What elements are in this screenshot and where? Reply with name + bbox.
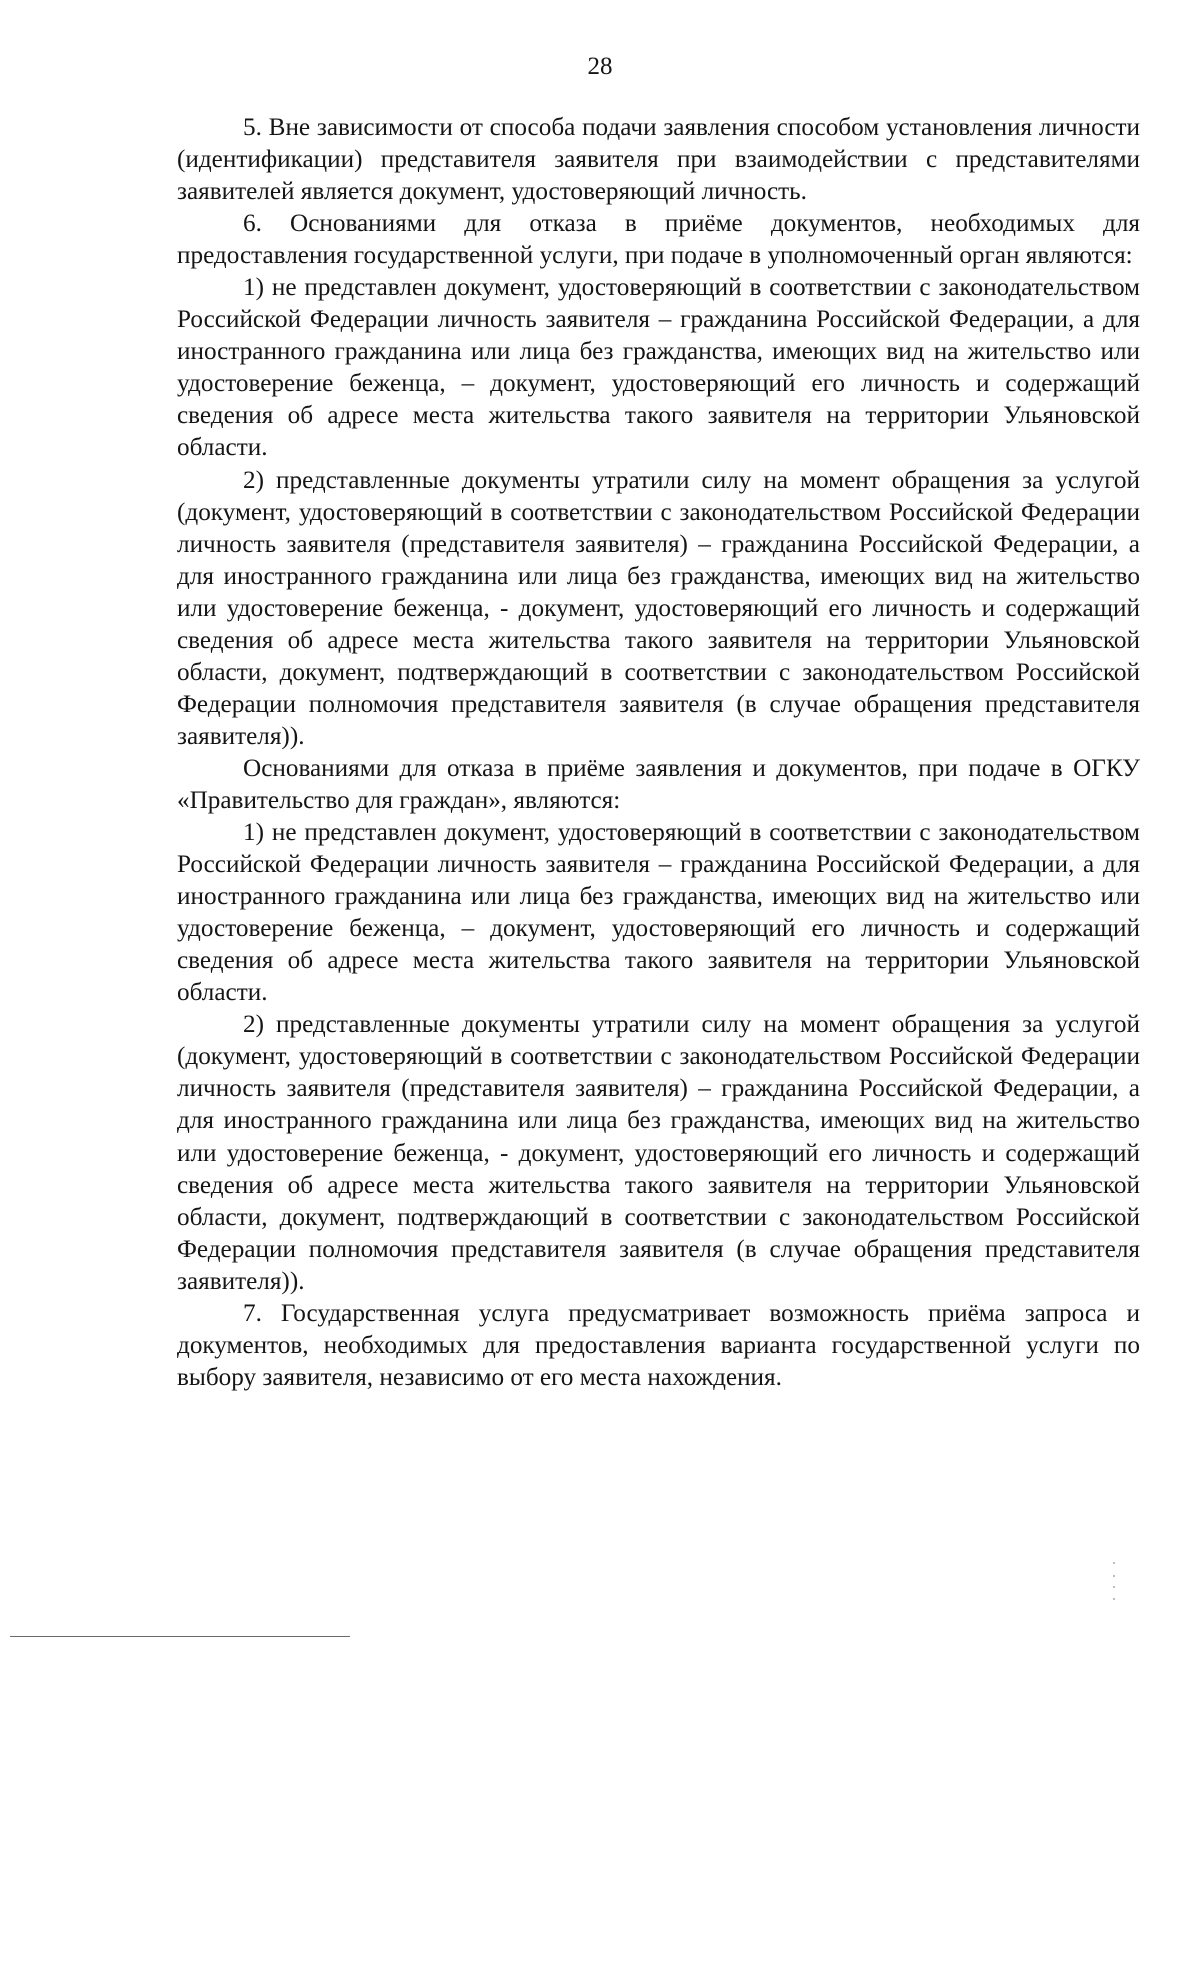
- paragraph-ogku-ground-2-expired-documents: 2) представленные документы утратили силу на момент обращения за услугой (документ, удостоверяющий в соответствии с законодательством Российской Федерации личность заявителя (представителя заявителя) – гражданина Российской Федерации, а для иностранного гражданина или лица без гражданства, имеющих вид на жительство или удостоверение беженца, - документ, удостоверяющий его личность и содержащий сведения об адресе места жительства такого заявителя на территории Ульяновской области, документ, подтверждающий в соответствии с законодательством Российской Федерации полномочия представителя заявителя (в случае обращения представителя заявителя)).: [177, 1011, 1140, 1295]
- page-number: 28: [587, 53, 613, 80]
- paragraph-ground-2-expired-documents: 2) представленные документы утратили силу на момент обращения за услугой (документ, удостоверяющий в соответствии с законодательством Российской Федерации личность заявителя (представителя заявителя) – гражданина Российской Федерации, а для иностранного гражданина или лица без гражданства, имеющих вид на жительство или удостоверение беженца, - документ, удостоверяющий его личность и содержащий сведения об адресе места жительства такого заявителя на территории Ульяновской области, документ, подтверждающий в соответствии с законодательством Российской Федерации полномочия представителя заявителя (в случае обращения представителя заявителя)).: [177, 466, 1140, 750]
- paragraph-ground-1-no-identity-document: 1) не представлен документ, удостоверяющий в соответствии с законодательством Российской Федерации личность заявителя – гражданина Российской Федерации, а для иностранного гражданина или лица без гражданства, имеющих вид на жительство или удостоверение беженца, – документ, удостоверяющий его личность и содержащий сведения об адресе места жительства такого заявителя на территории Ульяновской области.: [177, 274, 1140, 462]
- paragraph-item-5-identification: 5. Вне зависимости от способа подачи заявления способом установления личности (идентификации) представителя заявителя при взаимодействии с представителями заявителей является документ, удостоверяющий личность.: [177, 114, 1140, 206]
- footnote-divider: [10, 1636, 350, 1637]
- paragraph-ogku-refusal-grounds: Основаниями для отказа в приёме заявления и документов, при подаче в ОГКУ «Правительство для граждан», являются:: [177, 754, 1140, 814]
- paragraph-ogku-ground-1-no-identity-document: 1) не представлен документ, удостоверяющий в соответствии с законодательством Российской Федерации личность заявителя – гражданина Российской Федерации, а для иностранного гражданина или лица без гражданства, имеющих вид на жительство или удостоверение беженца, – документ, удостоверяющий его личность и содержащий сведения об адресе места жительства такого заявителя на территории Ульяновской области.: [177, 819, 1140, 1007]
- document-body: [177, 112, 1140, 1394]
- paragraph-item-6-refusal-grounds: 6. Основаниями для отказа в приёме документов, необходимых для предоставления государственной услуги, при подаче в уполномоченный орган являются:: [177, 210, 1140, 270]
- scan-specks: [1113, 1562, 1116, 1602]
- paragraph-item-7-extraterritorial: 7. Государственная услуга предусматривает возможность приёма запроса и документов, необходимых для предоставления варианта государственной услуги по выбору заявителя, независимо от его места нахождения.: [177, 1299, 1140, 1391]
